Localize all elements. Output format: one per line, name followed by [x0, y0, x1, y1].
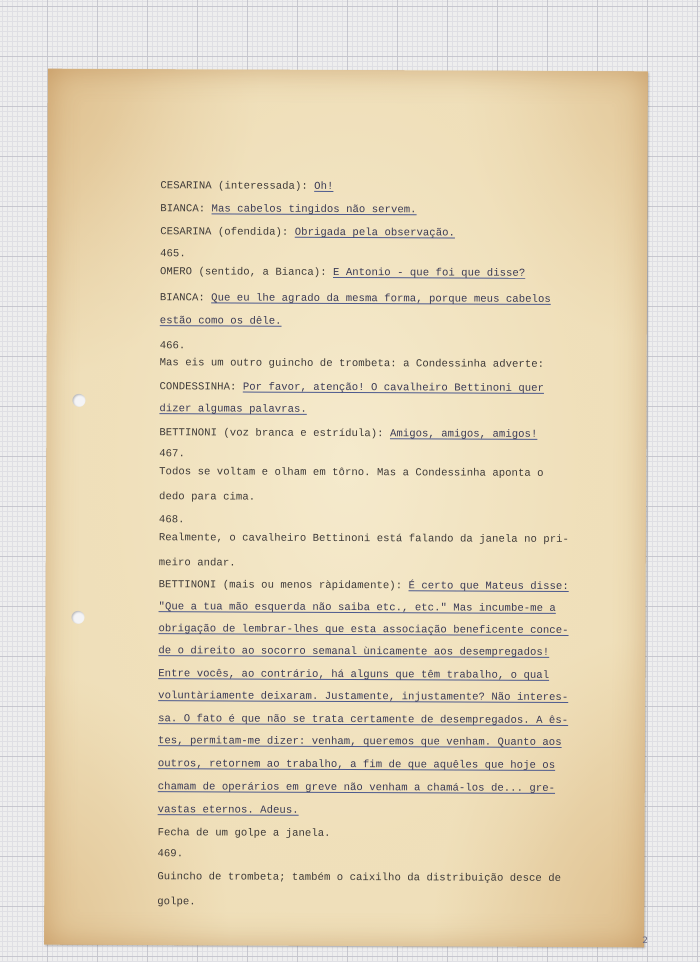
- line-underlined-text: Obrigada pela observação.: [294, 226, 455, 240]
- line-plain-text: BETTINONI (voz branca e estrídula):: [159, 427, 391, 441]
- line-underlined-text: Oh!: [314, 180, 334, 193]
- text-line: [160, 265, 525, 281]
- line-underlined-text: chamam de operários em greve não venham a chamá-los de... gre-: [157, 781, 556, 795]
- line-plain-text: Realmente, o cavalheiro Bettinoni está falando da janela no pri-: [158, 532, 569, 546]
- line-plain-text: OMERO (sentido, a Bianca):: [160, 266, 334, 279]
- text-line: [160, 247, 186, 261]
- text-line: [160, 202, 416, 217]
- text-line: [159, 426, 537, 442]
- line-underlined-text: É certo que Mateus disse:: [408, 580, 569, 593]
- line-underlined-text: dizer algumas palavras.: [159, 403, 307, 416]
- line-underlined-text: Entre vocês, ao contrário, há alguns que têm trabalho, o qual: [158, 668, 550, 682]
- text-line: [157, 870, 561, 886]
- text-line: [159, 490, 255, 504]
- text-line: [158, 757, 555, 773]
- typewritten-text: [157, 69, 571, 909]
- line-plain-text: 467.: [159, 448, 185, 461]
- page-corner-mark: 2: [642, 936, 648, 946]
- line-underlined-text: vastas eternos. Adeus.: [157, 804, 299, 817]
- line-underlined-text: sa. O fato é que não se trata certamente de desempregados. A ês-: [158, 713, 569, 727]
- line-underlined-text: de o direito ao socorro semanal ùnicamente aos desempregados!: [158, 645, 550, 659]
- text-line: [159, 447, 185, 461]
- text-line: [159, 556, 236, 570]
- text-line: [160, 225, 455, 240]
- line-plain-text: BIANCA:: [160, 203, 212, 216]
- text-line: [158, 644, 549, 660]
- text-line: [158, 667, 549, 683]
- line-underlined-text: Que eu lhe agrado da mesma forma, porque meus cabelos: [211, 292, 551, 306]
- line-underlined-text: Por favor, atenção! O cavalheiro Bettinoni quer: [242, 381, 545, 395]
- line-plain-text: CESARINA (interessada):: [160, 180, 315, 193]
- text-line: [157, 895, 196, 909]
- text-line: [159, 600, 556, 616]
- line-underlined-text: "Que a tua mão esquerda não saiba etc., etc." Mas incumbe-me a: [158, 601, 556, 615]
- text-line: [158, 712, 568, 728]
- line-plain-text: dedo para cima.: [159, 491, 256, 504]
- line-underlined-text: outros, retornem ao trabalho, a fim de que aquêles que hoje os: [157, 758, 556, 772]
- line-plain-text: golpe.: [157, 896, 196, 909]
- line-plain-text: Mas eis um outro guincho de trombeta: a Condessinha adverte:: [159, 357, 545, 371]
- text-line: [159, 531, 569, 547]
- line-plain-text: Todos se voltam e olham em tôrno. Mas a Condessinha aponta o: [159, 466, 544, 480]
- line-plain-text: CESARINA (ofendida):: [160, 226, 295, 239]
- text-line: [160, 339, 186, 353]
- text-line: [159, 578, 569, 594]
- punch-hole: [72, 394, 85, 407]
- text-line: [159, 402, 306, 417]
- text-line: [158, 803, 299, 818]
- text-line: [157, 847, 183, 861]
- line-underlined-text: estão como os dêle.: [159, 315, 282, 328]
- line-plain-text: meiro andar.: [158, 557, 236, 570]
- line-plain-text: 468.: [158, 514, 185, 527]
- line-plain-text: 465.: [160, 248, 186, 261]
- line-underlined-text: tes, permitam-me dizer: venham, queremos que venham. Quanto aos: [157, 735, 562, 749]
- line-underlined-text: obrigação de lembrar-lhes que esta associação beneficente conce-: [158, 623, 569, 637]
- document-page: [44, 69, 648, 948]
- text-line: [158, 622, 568, 638]
- text-line: [160, 356, 544, 372]
- text-line: [158, 734, 562, 750]
- line-underlined-text: voluntàriamente deixaram. Justamente, injustamente? Não interes-: [158, 690, 569, 704]
- line-plain-text: 466.: [159, 340, 186, 353]
- line-underlined-text: Mas cabelos tingidos não servem.: [211, 203, 417, 217]
- text-line: [159, 380, 544, 396]
- text-line: [158, 780, 555, 796]
- text-line: [160, 179, 333, 194]
- punch-hole: [71, 611, 84, 624]
- text-line: [159, 465, 543, 481]
- line-plain-text: BETTINONI (mais ou menos ràpidamente):: [158, 579, 409, 593]
- text-line: [160, 314, 282, 329]
- text-line: [158, 689, 568, 705]
- line-plain-text: BIANCA:: [159, 292, 212, 305]
- line-plain-text: 469.: [157, 848, 184, 861]
- line-plain-text: Guincho de trombeta; também o caixilho da distribuição desce de: [157, 871, 562, 885]
- line-plain-text: Fecha de um golpe a janela.: [157, 827, 331, 840]
- line-plain-text: CONDESSINHA:: [159, 381, 243, 394]
- text-line: [159, 513, 185, 527]
- line-underlined-text: Amigos, amigos, amigos!: [389, 428, 538, 441]
- line-underlined-text: E Antonio - que foi que disse?: [332, 266, 526, 280]
- text-line: [160, 291, 551, 307]
- text-line: [158, 826, 331, 841]
